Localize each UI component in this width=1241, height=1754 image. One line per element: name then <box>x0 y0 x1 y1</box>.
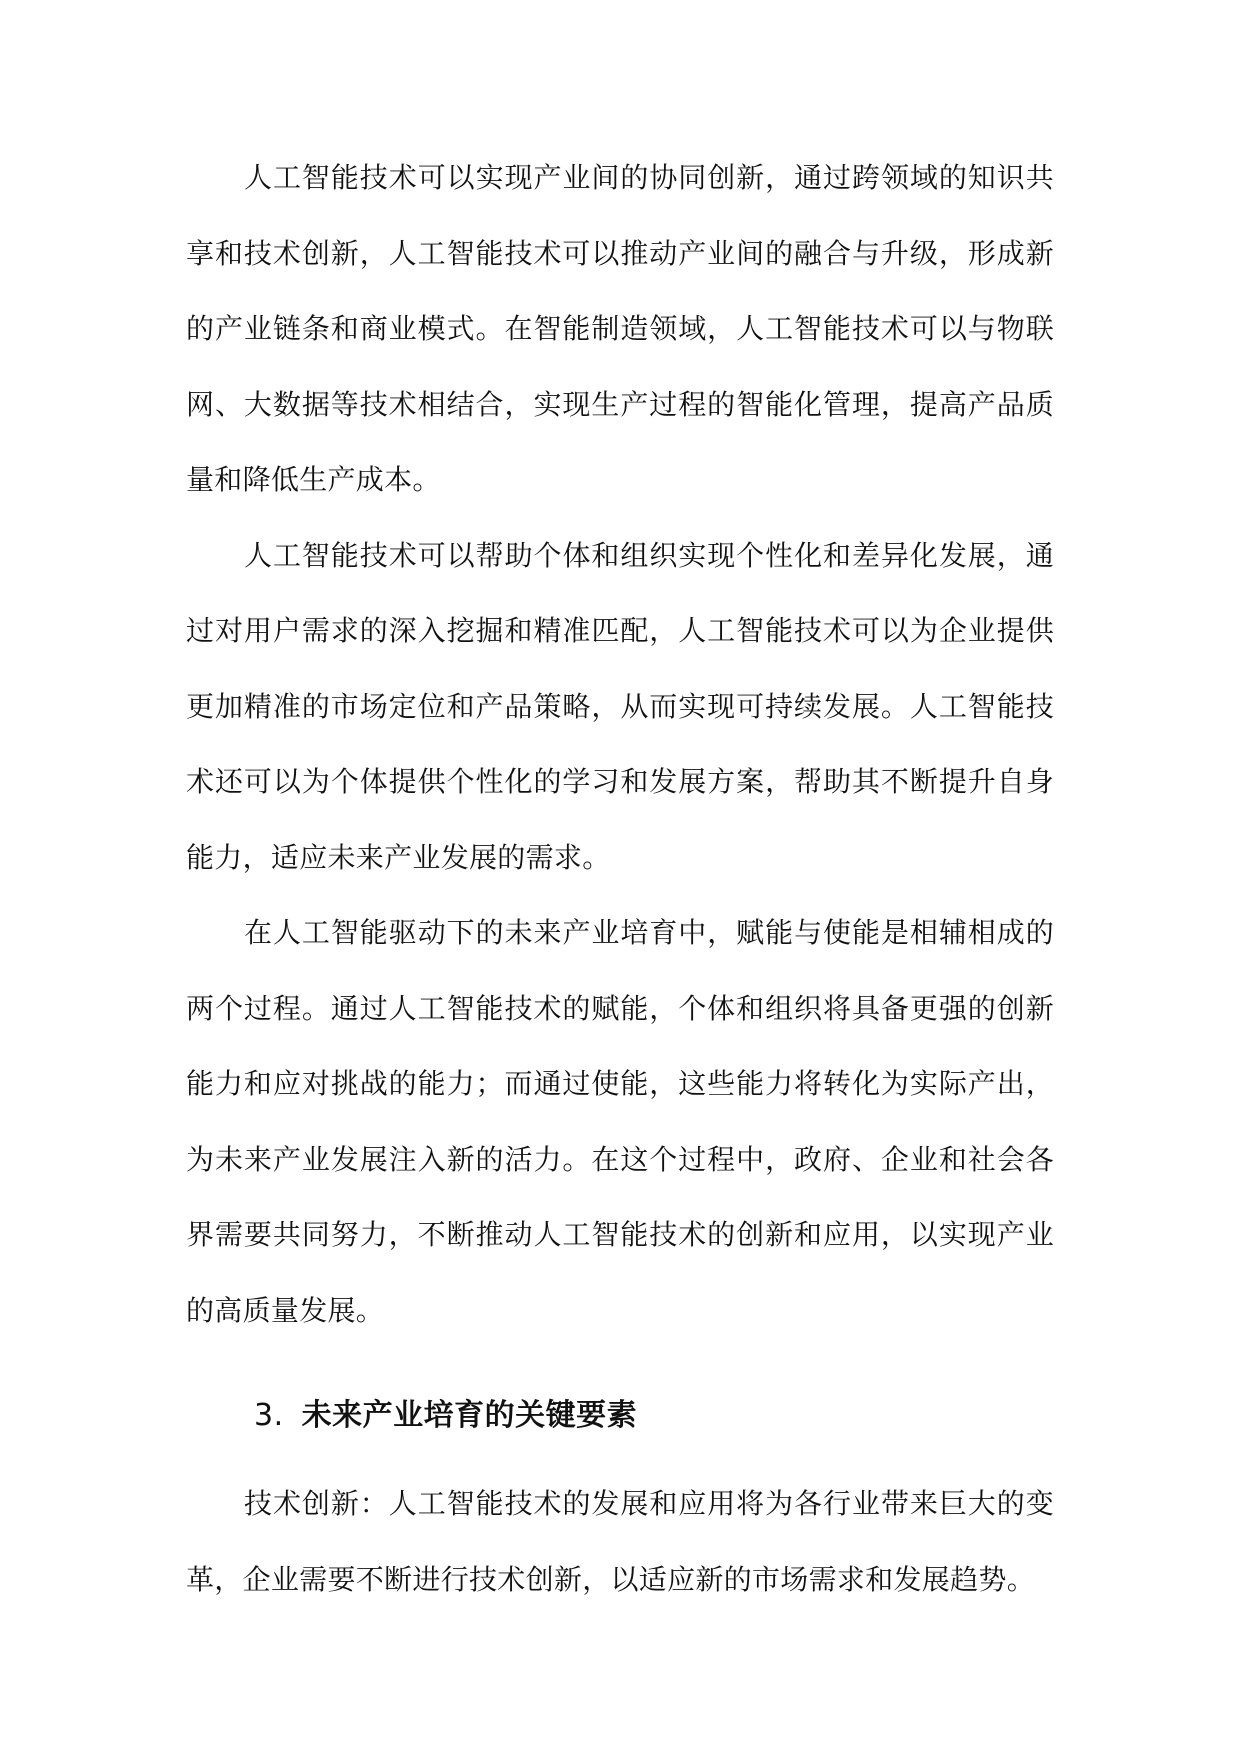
section-heading <box>186 1386 1054 1446</box>
paragraph-empowerment-enablement: 在人工智能驱动下的未来产业培育中，赋能与使能是相辅相成的两个过程。通过人工智能技术的赋能，个体和组织将具备更强的创新能力和应对挑战的能力；而通过使能，这些能力将转化为实际产出，为未来产业发展注入新的活力。在这个过程中，政府、企业和社会各界需要共同努力，不断推动人工智能技术的创新和应用，以实现产业的高质量发展。 <box>186 916 1054 1327</box>
document-body <box>186 140 1054 1617</box>
section-number: 3. <box>254 1398 284 1433</box>
paragraph-collaborative-innovation: 人工智能技术可以实现产业间的协同创新，通过跨领域的知识共享和技术创新，人工智能技术可以推动产业间的融合与升级，形成新的产业链条和商业模式。在智能制造领域，人工智能技术可以与物联网、大数据等技术相结合，实现生产过程的智能化管理，提高产品质量和降低生产成本。 <box>186 161 1054 496</box>
section-title: 未来产业培育的关键要素 <box>301 1398 638 1433</box>
paragraph-personalized-development: 人工智能技术可以帮助个体和组织实现个性化和差异化发展，通过对用户需求的深入挖掘和精准匹配，人工智能技术可以为企业提供更加精准的市场定位和产品策略，从而实现可持续发展。人工智能技术还可以为个体提供个性化的学习和发展方案，帮助其不断提升自身能力，适应未来产业发展的需求。 <box>186 538 1054 874</box>
paragraph-technology-innovation: 技术创新：人工智能技术的发展和应用将为各行业带来巨大的变革，企业需要不断进行技术创新，以适应新的市场需求和发展趋势。 <box>186 1487 1054 1596</box>
